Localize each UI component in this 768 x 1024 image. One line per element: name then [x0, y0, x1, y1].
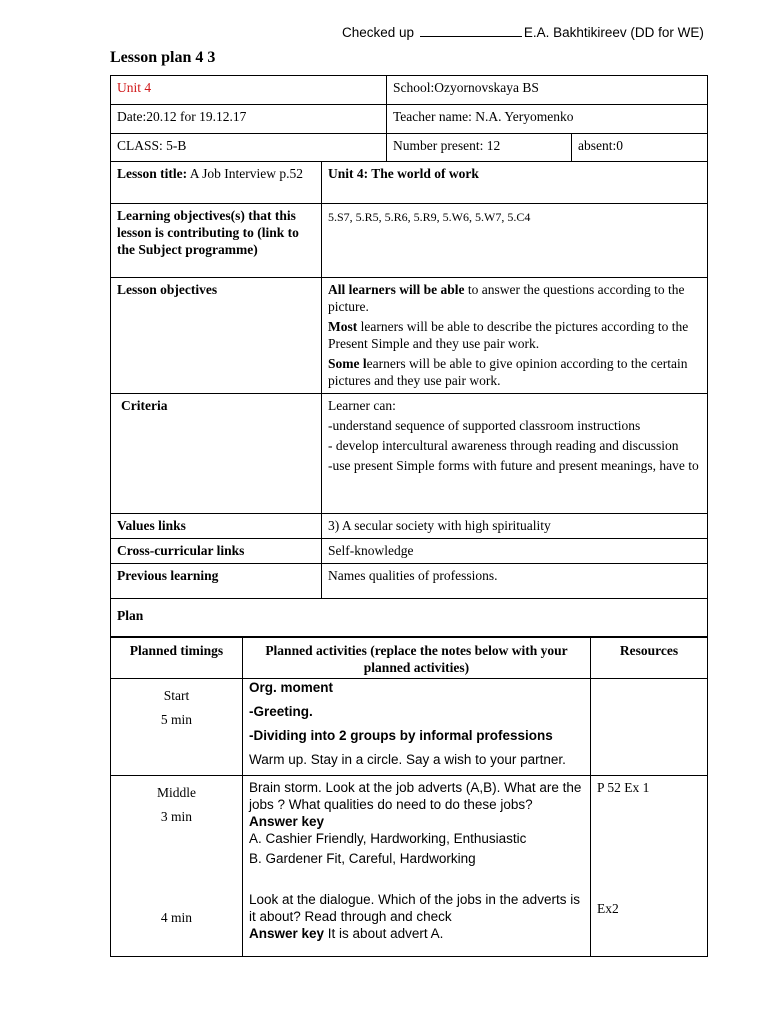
unit-cell: Unit 4: [111, 76, 387, 105]
middle-timing-cell: [111, 776, 243, 957]
dialogue-text: Look at the dialogue. Which of the jobs in the adverts is it about? Read through and check: [249, 892, 580, 924]
resource-1: P 52 Ex 1: [597, 780, 650, 795]
objective-some: Some learners will be able to give opinion according to the certain pictures and they use pair work.: [328, 356, 688, 388]
answer-key-label: Answer key: [249, 814, 325, 829]
answer-line-b: B. Gardener Fit, Careful, Hardworking: [249, 851, 476, 866]
dividing: -Dividing into 2 groups by informal professions: [249, 728, 553, 743]
page-title: Lesson plan 4 3: [110, 49, 216, 66]
org-moment: Org. moment: [249, 680, 334, 695]
info-table: [110, 75, 708, 162]
warm-up: Warm up. Stay in a circle. Say a wish to your partner.: [249, 752, 566, 767]
start-time: 5 min: [160, 712, 193, 727]
criteria-line: -use present Simple forms with future and present meanings, have to: [328, 458, 699, 473]
previous-learning-value: Names qualities of professions.: [322, 564, 708, 599]
col-timings-header: Planned timings: [111, 637, 243, 679]
middle-time-1: 3 min: [160, 809, 193, 824]
start-timing-cell: [111, 679, 243, 776]
lesson-title-cell: [111, 162, 322, 204]
lesson-objectives-label: Lesson objectives: [111, 278, 322, 394]
absent-cell: absent:0: [572, 134, 708, 162]
answer-key-2: Answer key It is about advert A.: [249, 926, 444, 941]
criteria-line: - develop intercultural awareness through reading and discussion: [328, 438, 679, 453]
lesson-table: [110, 161, 708, 638]
criteria-cell: [322, 394, 708, 514]
checked-up-label: Checked up: [342, 25, 415, 40]
middle-resources-cell: [591, 776, 708, 957]
resource-2: Ex2: [597, 901, 619, 916]
answer-line-a: A. Cashier Friendly, Hardworking, Enthusiastic: [249, 831, 527, 846]
values-links-label: Values links: [111, 514, 322, 539]
checked-up-name: E.A. Bakhtikireev (DD for WE): [523, 25, 704, 40]
cross-links-value: Self-knowledge: [322, 539, 708, 564]
start-activities-cell: [243, 679, 591, 776]
start-resources-cell: [591, 679, 708, 776]
greeting: -Greeting.: [249, 704, 313, 719]
lesson-title-value: A Job Interview p.52: [189, 166, 303, 181]
objective-all: All learners will be able to answer the questions according to the picture.: [328, 282, 685, 314]
criteria-line: Learner can:: [328, 398, 396, 413]
middle-activities-cell: [243, 776, 591, 957]
objective-most: Most learners will be able to describe the pictures according to the Present Simple and they use pair work.: [328, 319, 689, 351]
values-links-value: 3) A secular society with high spirituality: [322, 514, 708, 539]
middle-stage: Middle: [157, 785, 196, 800]
middle-time-2: 4 min: [160, 910, 193, 925]
criteria-label: Criteria: [111, 394, 322, 514]
previous-learning-label: Previous learning: [111, 564, 322, 599]
school-cell: School:Ozyornovskaya BS: [387, 76, 708, 105]
cross-links-label: Cross-curricular links: [111, 539, 322, 564]
col-resources-header: Resources: [591, 637, 708, 679]
teacher-cell: Teacher name: N.A. Yeryomenko: [387, 105, 708, 134]
signature-line: [420, 26, 522, 37]
lesson-title-label: Lesson title:: [117, 166, 188, 181]
learning-objectives-label: Learning objectives(s) that this lesson is contributing to (link to the Subject programme): [111, 204, 322, 278]
present-cell: Number present: 12: [387, 134, 572, 162]
plan-label: Plan: [111, 599, 708, 638]
plan-table: [110, 636, 708, 957]
class-cell: CLASS: 5-B: [111, 134, 387, 162]
learning-objectives-value: 5.S7, 5.R5, 5.R6, 5.R9, 5.W6, 5.W7, 5.C4: [322, 204, 708, 278]
unit-title-cell: Unit 4: The world of work: [322, 162, 708, 204]
date-cell: Date:20.12 for 19.12.17: [111, 105, 387, 134]
start-stage: Start: [163, 688, 190, 703]
checked-up-line: [342, 25, 704, 40]
col-activities-header: Planned activities (replace the notes below with your planned activities): [243, 637, 591, 679]
brainstorm-text: Brain storm. Look at the job adverts (A,B). What are the jobs ? What qualities do need to do these jobs?: [249, 780, 582, 812]
criteria-line: -understand sequence of supported classroom instructions: [328, 418, 641, 433]
lesson-objectives-cell: [322, 278, 708, 394]
